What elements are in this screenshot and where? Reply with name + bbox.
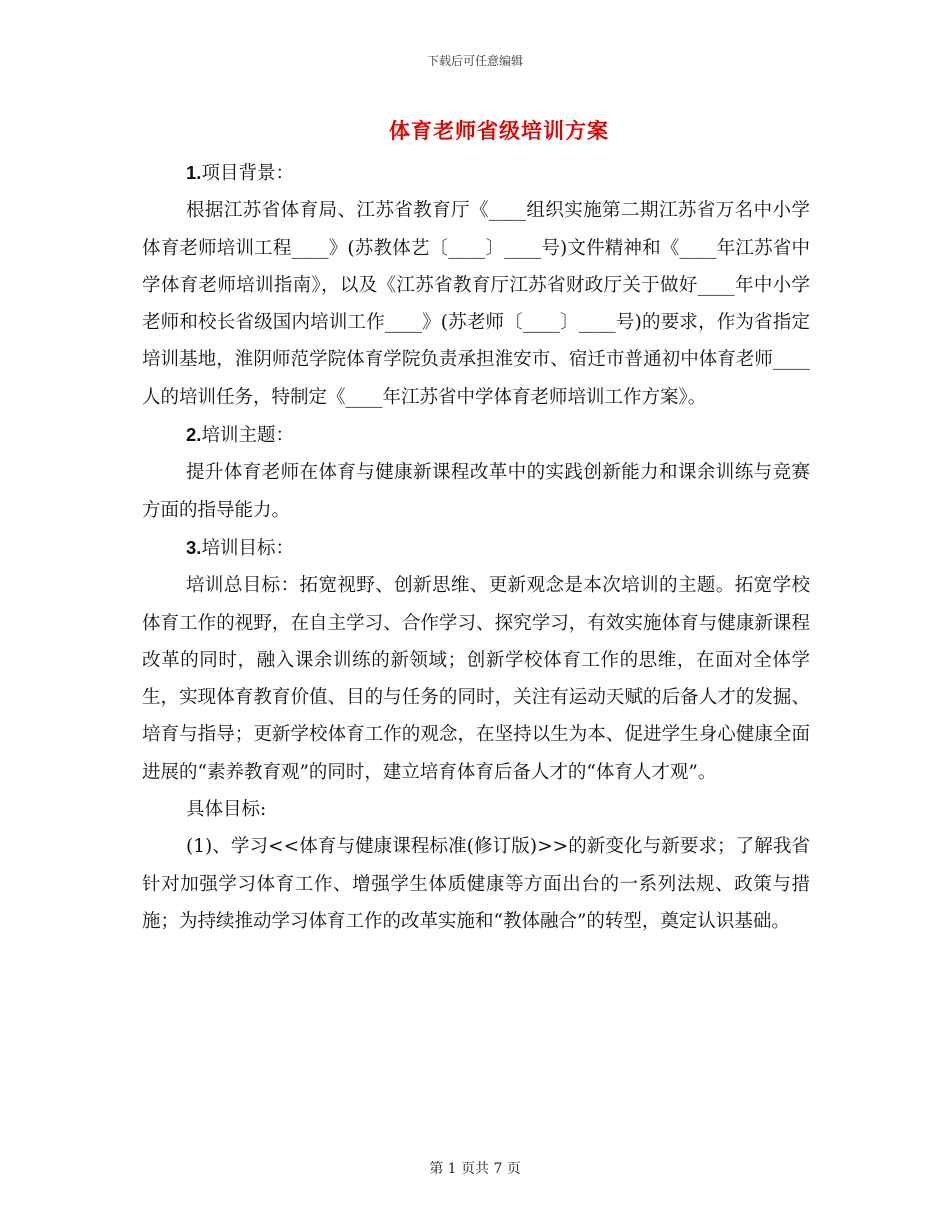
section-heading-theme bbox=[142, 416, 810, 454]
section-heading-text: 项目背景： bbox=[201, 163, 294, 184]
section-heading-background bbox=[142, 154, 810, 192]
paragraph-overall-goal: 培训总目标：拓宽视野、创新思维、更新观念是本次培训的主题。拓宽学校体育工作的视野，在自主学习、合作学习、探究学习，有效实施体育与健康新课程改革的同时，融入课余训练的新领域；创新学校体育工作的思维，在面对全体学生，实现体育教育价值、目的与任务的同时，关注有运动天赋的后备人才的发掘、培育与指导；更新学校体育工作的观念，在坚持以生为本、促进学生身心健康全面进展的“素养教育观”的同时，建立培育体育后备人才的“体育人才观”。 bbox=[142, 575, 810, 783]
section-number: 1. bbox=[186, 162, 202, 183]
document-title: 体育老师省级培训方案 bbox=[389, 118, 609, 143]
page-number-footer: 第 1 页共 7 页 bbox=[429, 1161, 521, 1177]
page-header-note: 下载后可任意编辑 bbox=[426, 54, 523, 68]
paragraph-specific-goal-1: (1)、学习<<体育与健康课程标准(修订版)>>的新变化与新要求；了解我省针对加强学习体育工作、增强学生体质健康等方面出台的一系列法规、政策与措施；为持续推动学习体育工作的改革实施和“教体融合”的转型，奠定认识基础。 bbox=[142, 836, 810, 932]
section-number: 3. bbox=[186, 536, 202, 558]
paragraph-background: 根据江苏省体育局、江苏省教育厅《____组织实施第二期江苏省万名中小学体育老师培训工程____》(苏教体艺〔____〕____号)文件精神和《____年江苏省中学体育老师培训指南》，以及《江苏省教育厅江苏省财政厅关于做好____年中小学老师和校长省级国内培训工作____》(苏老师〔____〕____号)的要求，作为省指定培训基地，淮阴师范学院体育学院负责承担淮安市、宿迁市普通初中体育老师____人的培训任务，特制定《____年江苏省中学体育老师培训工作方案》。 bbox=[142, 200, 810, 408]
paragraph-theme: 提升体育老师在体育与健康新课程改革中的实践创新能力和课余训练与竞赛方面的指导能力。 bbox=[142, 462, 810, 521]
section-heading-text: 培训目标： bbox=[201, 537, 294, 559]
section-heading-goals bbox=[142, 529, 810, 567]
section-heading-text: 培训主题： bbox=[201, 425, 294, 447]
document-body bbox=[142, 154, 810, 940]
section-number: 2. bbox=[186, 424, 202, 446]
paragraph-specific-goals-label: 具体目标: bbox=[186, 799, 267, 821]
